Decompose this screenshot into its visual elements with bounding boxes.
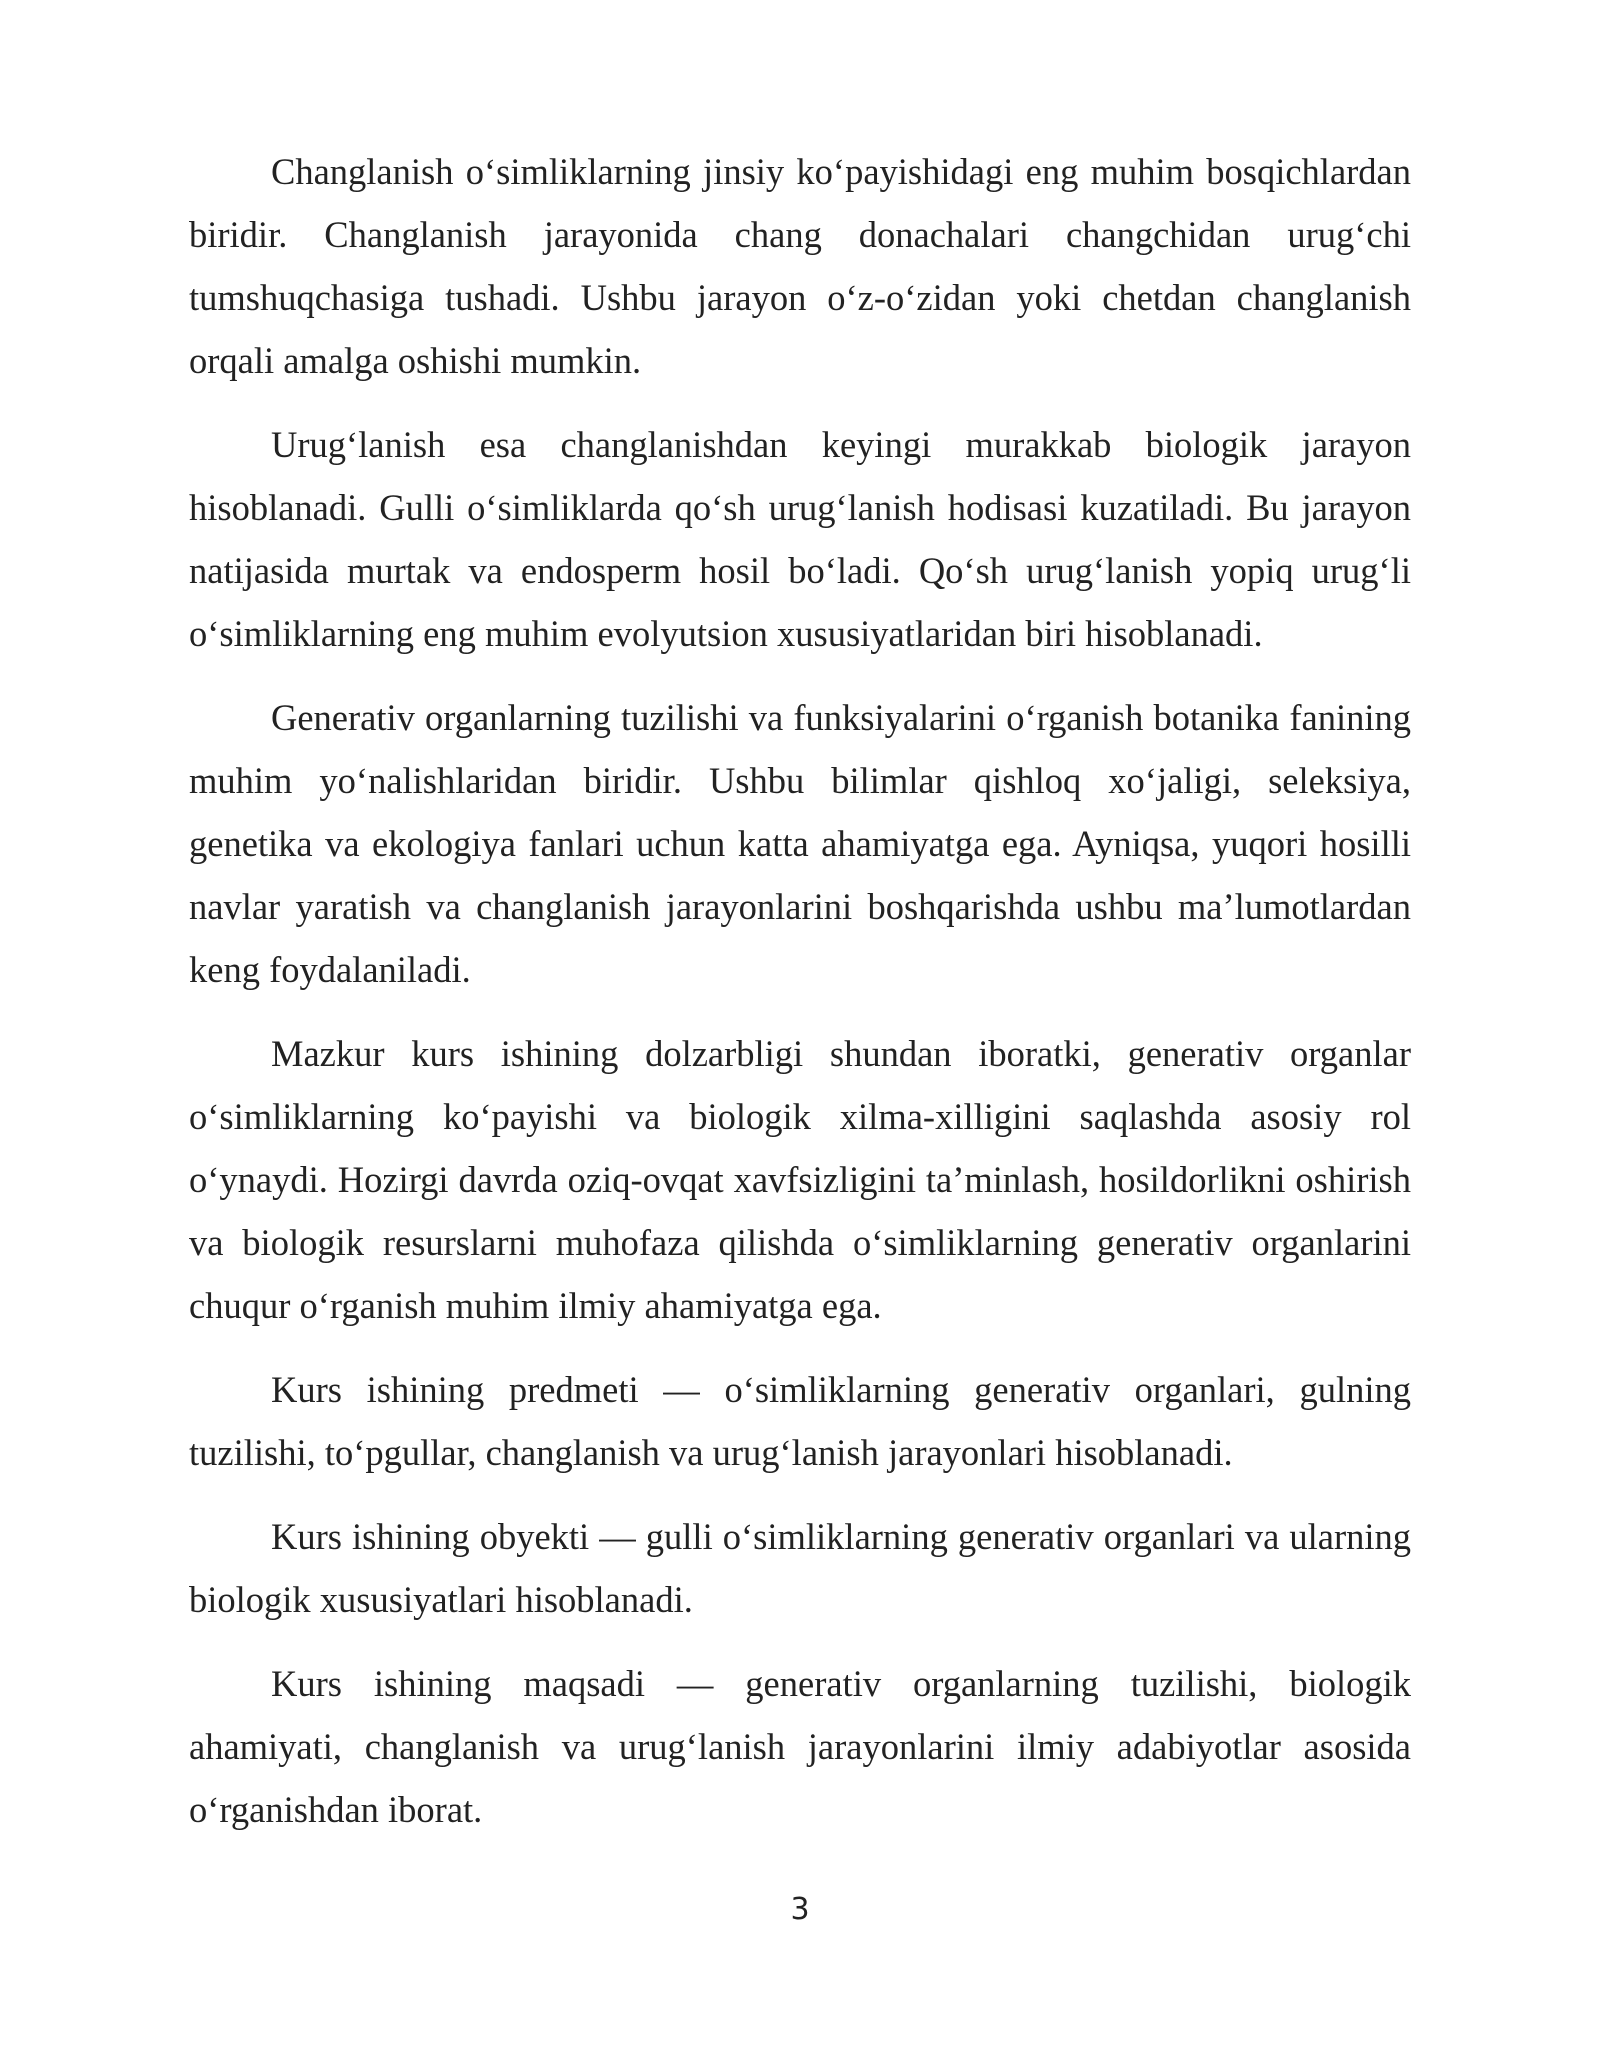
document-body [189, 140, 1411, 1862]
paragraph-2: Urug‘lanish esa changlanishdan keyingi murakkab biologik jarayon hisoblanadi. Gulli o‘simliklarda qo‘sh urug‘lanish hodisasi kuzatiladi. Bu jarayon natijasida murtak va endosperm hosil bo‘ladi. Qo‘sh urug‘lanish yopiq urug‘li o‘simliklarning eng muhim evolyutsion xususiyatlaridan biri hisoblanadi. [189, 424, 1411, 654]
paragraph-6: Kurs ishining obyekti — gulli o‘simliklarning generativ organlari va ularning biologik xususiyatlari hisoblanadi. [189, 1516, 1411, 1620]
page-number: 3 [790, 1892, 810, 1927]
paragraph-4: Mazkur kurs ishining dolzarbligi shundan iboratki, generativ organlar o‘simliklarning ko‘payishi va biologik xilma-xilligini saqlashda asosiy rol o‘ynaydi. Hozirgi davrda oziq-ovqat xavfsizligini ta’minlash, hosildorlikni oshirish va biologik resurslarni muhofaza qilishda o‘simliklarning generativ organlarini chuqur o‘rganish muhim ilmiy ahamiyatga ega. [189, 1033, 1411, 1326]
paragraph-5: Kurs ishining predmeti — o‘simliklarning generativ organlari, gulning tuzilishi, to‘pgullar, changlanish va urug‘lanish jarayonlari hisoblanadi. [189, 1369, 1411, 1473]
paragraph-1: Changlanish o‘simliklarning jinsiy ko‘payishidagi eng muhim bosqichlardan biridir. Changlanish jarayonida chang donachalari changchidan urug‘chi tumshuqchasiga tushadi. Ushbu jarayon o‘z-o‘zidan yoki chetdan changlanish orqali amalga oshishi mumkin. [189, 151, 1411, 381]
paragraph-3: Generativ organlarning tuzilishi va funksiyalarini o‘rganish botanika fanining muhim yo‘nalishlaridan biridir. Ushbu bilimlar qishloq xo‘jaligi, seleksiya, genetika va ekologiya fanlari uchun katta ahamiyatga ega. Ayniqsa, yuqori hosilli navlar yaratish va changlanish jarayonlarini boshqarishda ushbu ma’lumotlardan keng foydalaniladi. [189, 697, 1411, 990]
paragraph-7: Kurs ishining maqsadi — generativ organlarning tuzilishi, biologik ahamiyati, changlanish va urug‘lanish jarayonlarini ilmiy adabiyotlar asosida o‘rganishdan iborat. [189, 1663, 1411, 1830]
